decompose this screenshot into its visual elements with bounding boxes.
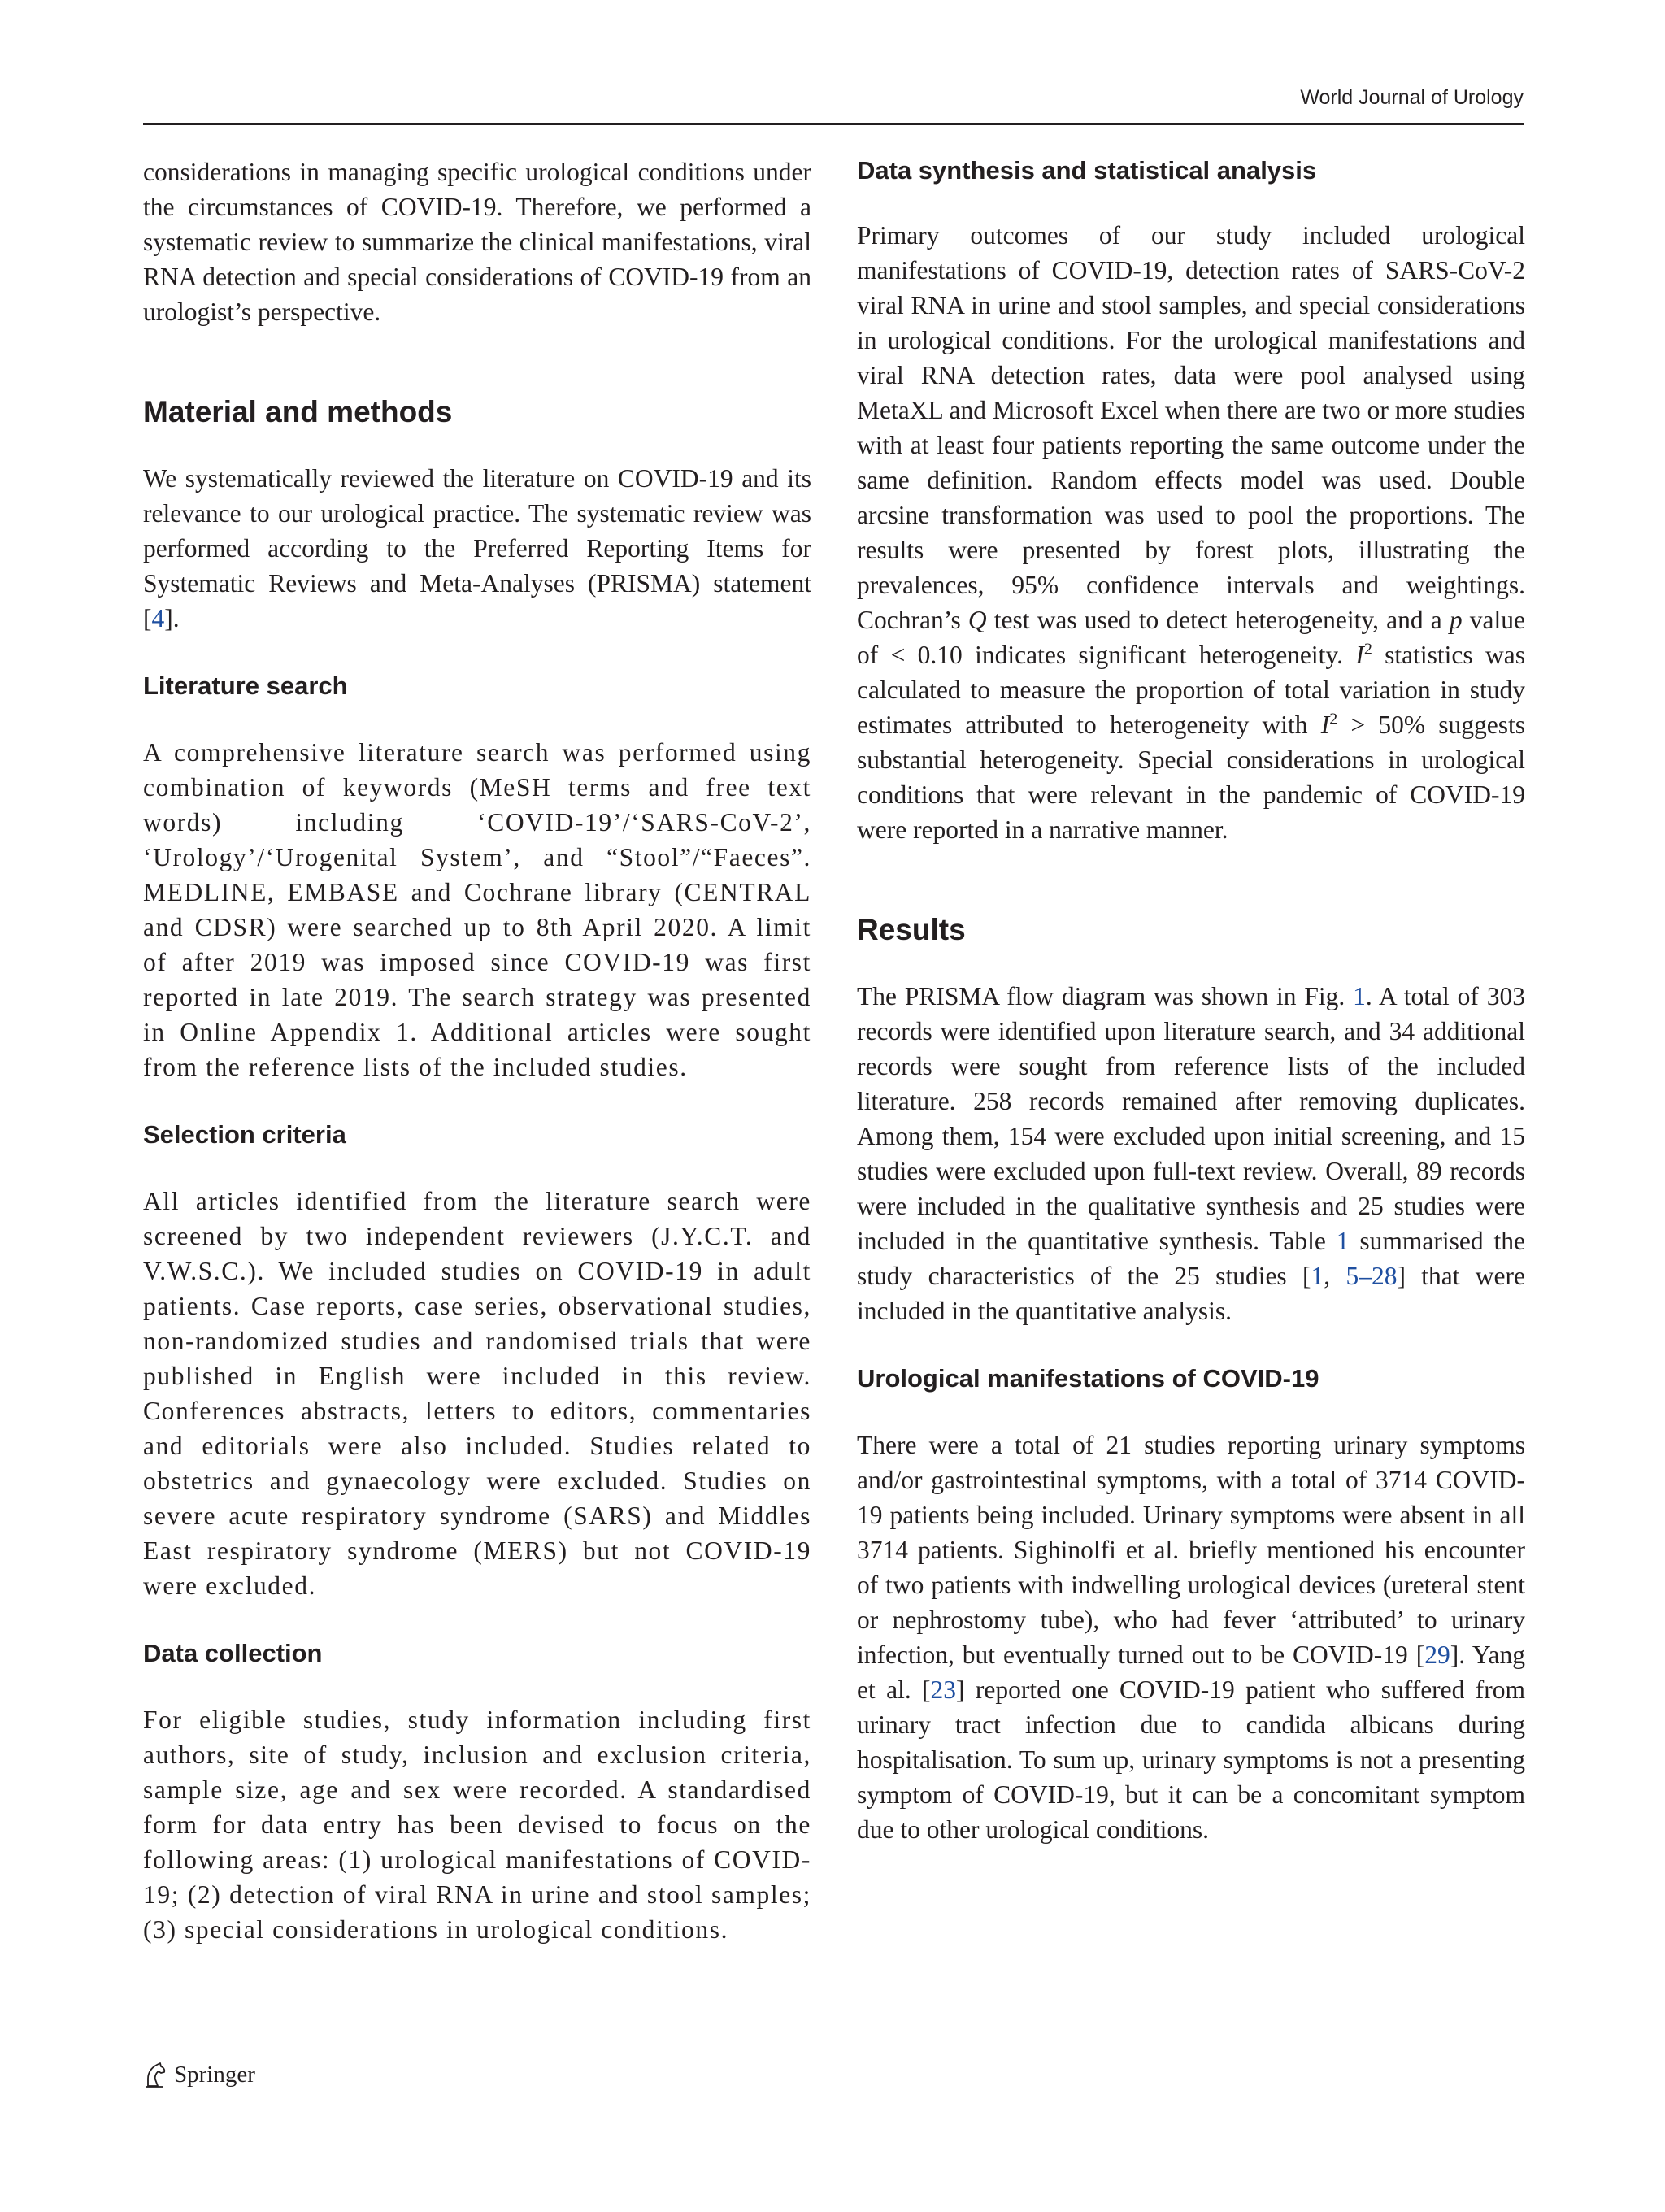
results-paragraph: The PRISMA flow diagram was shown in Fig. 1. A total of 303 records were identified upon literature search, and 34 additional records were sought from reference lists of the included literature. 258 records remained after removing duplicates. Among them, 154 were excluded upon initial screening, and 15 studies were excluded upon full-text review. Overall, 89 records were included in the qualitative synthesis and 25 studies were included in the quantitative synthesis. Table 1 summarised the study characteristics of the 25 studies [1, 5–28] that were included in the quantitative analysis. bbox=[857, 982, 1525, 1325]
running-head-journal: World Journal of Urology bbox=[1300, 86, 1524, 109]
left-column bbox=[143, 154, 811, 1947]
data-collection-paragraph: For eligible studies, study information including first authors, site of study, inclusion and exclusion criteria, sample size, age and sex were recorded. A standardised form for data entry has been devised to focus on the following areas: (1) urological manifestations of COVID-19; (2) detection of viral RNA in urine and stool samples; (3) special considerations in urological conditions. bbox=[143, 1706, 811, 1944]
citation-link[interactable]: 4 bbox=[151, 604, 165, 632]
springer-horse-icon bbox=[143, 2061, 167, 2088]
data-synthesis-paragraph: Primary outcomes of our study included urological manifestations of COVID-19, detection rates of SARS-CoV-2 viral RNA in urine and stool samples, and special considerations in urological conditions. For the urological manifestations and viral RNA detection rates, data were pool analysed using MetaXL and Microsoft Excel when there are two or more studies with at least four patients reporting the same outcome under the same definition. Random effects model was used. Double arcsine transformation was used to pool the proportions. The results were presented by forest plots, illustrating the prevalences, 95% confidence intervals and weightings. Cochran’s Q test was used to detect heterogeneity, and a p value of < 0.10 indicates significant heterogeneity. $I^2$ statistics was calculated to measure the proportion of total variation in study estimates attributed to heterogeneity with $I^2 > 50\%$ suggests substantial heterogeneity. Special considerations in urological conditions that were relevant in the pandemic of COVID-19 were reported in a narrative manner. bbox=[857, 221, 1525, 844]
citation-link[interactable]: 29 bbox=[1424, 1641, 1450, 1669]
methods-heading: Material and methods bbox=[143, 395, 453, 428]
publisher-name: Springer bbox=[174, 2061, 255, 2088]
publisher-footer bbox=[143, 2061, 255, 2088]
selection-criteria-paragraph: All articles identified from the literature search were screened by two independent reviewers (J.Y.C.T. and V.W.S.C.). We included studies on COVID-19 in adult patients. Case reports, case series, observational studies, non-randomized studies and randomised trials that were published in English were included in this review. Conferences abstracts, letters to editors, commentaries and editorials were also included. Studies related to obstetrics and gynaecology were excluded. Studies on severe acute respiratory syndrome (SARS) and Middles East respiratory syndrome (MERS) but not COVID-19 were excluded. bbox=[143, 1187, 811, 1600]
right-column bbox=[857, 154, 1525, 1847]
figure-link[interactable]: 1 bbox=[1353, 982, 1366, 1010]
methods-paragraph: We systematically reviewed the literature on COVID-19 and its relevance to our urological practice. The systematic review was performed according to the Preferred Reporting Items for Systematic Reviews and Meta-Analyses (PRISMA) statement [4]. bbox=[143, 464, 811, 632]
urological-manifestations-heading: Urological manifestations of COVID-19 bbox=[857, 1364, 1319, 1393]
header-rule bbox=[143, 123, 1524, 125]
citation-link[interactable]: 1 bbox=[1311, 1262, 1324, 1290]
table-link[interactable]: 1 bbox=[1336, 1227, 1350, 1255]
literature-search-heading: Literature search bbox=[143, 671, 348, 700]
literature-search-paragraph: A comprehensive literature search was performed using combination of keywords (MeSH terms and free text words) including ‘COVID-19’/‘SARS-CoV-2’, ‘Urology’/‘Urogenital System’, and “Stool”/“Faeces”. MEDLINE, EMBASE and Cochrane library (CENTRAL and CDSR) were searched up to 8th April 2020. A limit of after 2019 was imposed since COVID-19 was first reported in late 2019. The search strategy was presented in Online Appendix 1. Additional articles were sought from the reference lists of the included studies. bbox=[143, 738, 811, 1081]
data-collection-heading: Data collection bbox=[143, 1639, 323, 1667]
intro-paragraph: considerations in managing specific urological conditions under the circumstances of COVID-19. Therefore, we performed a systematic review to summarize the clinical manifestations, viral RNA detection and special considerations of COVID-19 from an urologist’s perspective. bbox=[143, 158, 811, 326]
citation-link[interactable]: 23 bbox=[930, 1675, 957, 1704]
urological-manifestations-paragraph: There were a total of 21 studies reporting urinary symptoms and/or gastrointestinal symptoms, with a total of 3714 COVID-19 patients being included. Urinary symptoms were absent in all 3714 patients. Sighinolfi et al. briefly mentioned his encounter of two patients with indwelling urological devices (ureteral stent or nephrostomy tube), who had fever ‘attributed’ to urinary infection, but eventually turned out to be COVID-19 [29]. Yang et al. [23] reported one COVID-19 patient who suffered from urinary tract infection due to candida albicans during hospitalisation. To sum up, urinary symptoms is not a presenting symptom of COVID-19, but it can be a concomitant symptom due to other urological conditions. bbox=[857, 1431, 1525, 1844]
selection-criteria-heading: Selection criteria bbox=[143, 1120, 346, 1149]
citation-link[interactable]: 5–28 bbox=[1345, 1262, 1398, 1290]
data-synthesis-heading: Data synthesis and statistical analysis bbox=[857, 156, 1317, 185]
results-heading: Results bbox=[857, 913, 966, 946]
